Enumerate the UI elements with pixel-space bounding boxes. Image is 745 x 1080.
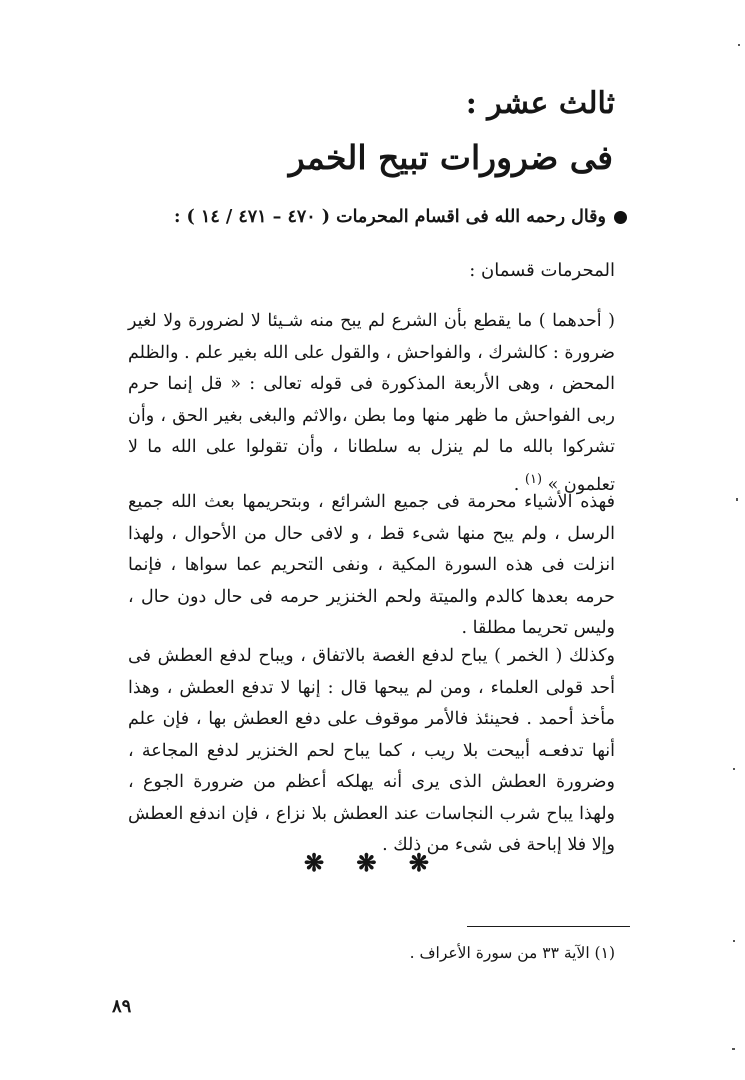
- page-number: ٨٩: [112, 996, 132, 1017]
- scan-mark: [738, 44, 740, 46]
- paragraph-3: وكذلك ( الخمر ) يباح لدفع الغصة بالاتفاق ، ويباح لدفع العطش فى أحد قولى العلماء ، ومن لم يبحها قال : إنها لا تدفع العطش ، وهذا مأخذ أحمد . فحينئذ فالأمر موقوف على دفع العطش بها ، فإن علم أنها تدفعـه أبيحت بلا ريب ، كما يباح لحم الخنزير لدفع المجاعة ، وضرورة العطش الذى يرى أنه يهلكه أعظم من ضرورة الجوع ، ولهذا يباح شرب النجاسات عند العطش بلا نزاع ، فإن اندفع العطش وإلا فلا إباحة فى شىء من ذلك .: [128, 646, 615, 855]
- scan-mark: [733, 768, 735, 770]
- section-title: فى ضرورات تبيح الخمر: [288, 138, 613, 177]
- footnote: (١) الآية ٣٣ من سورة الأعراف .: [409, 944, 615, 962]
- lead-line: [107, 207, 627, 227]
- paragraph-2: فهذه الأشياء محرمة فى جميع الشرائع ، وبتحريمها بعث الله جميع الرسل ، ولم يبح منها شىء قط ، و لافى حال من الأحوال ، ولهذا انزلت فى هذه السورة المكية ، ونفى التحريم عما سواها ، فإنما حرمه بعدها كالدم والميتة ولحم الخنزير حرمه فى حال دون حال ، وليس تحريما مطلقا .: [128, 492, 615, 638]
- paragraph-1-end: .: [513, 474, 525, 495]
- subheading: المحرمات قسمان :: [469, 260, 615, 281]
- footnote-reference: (١): [524, 471, 543, 487]
- chapter-heading: ثالث عشر :: [465, 86, 615, 121]
- scan-mark: [733, 940, 735, 942]
- scan-mark: [736, 498, 738, 501]
- section-separator: ❋ ❋ ❋: [303, 848, 442, 877]
- scan-mark: [732, 1048, 735, 1050]
- footnote-divider: [467, 926, 630, 927]
- paragraph-1: [128, 306, 615, 501]
- bullet-icon: [614, 211, 627, 224]
- lead-text: وقال رحمه الله فى اقسام المحرمات ( ٤٧٠ – ٤٧١ / ١٤ ) :: [173, 207, 606, 227]
- paragraph-1-text: ( أحدهما ) ما يقطع بأن الشرع لم يبح منه شـيئا لا لضرورة ولا لغير ضرورة : كالشرك ، والفواحش ، والقول على الله بغير علم . والظلم المحض ، وهى الأربعة المذكورة فى قوله تعالى : « قل إنما حرم ربى الفواحش ما ظهر منها وما بطن ،والاثم والبغى بغير الحق ، وأن تشركوا بالله ما لم ينزل به سلطانا ، وأن تقولوا على الله ما لا تعلمون »: [128, 311, 615, 495]
